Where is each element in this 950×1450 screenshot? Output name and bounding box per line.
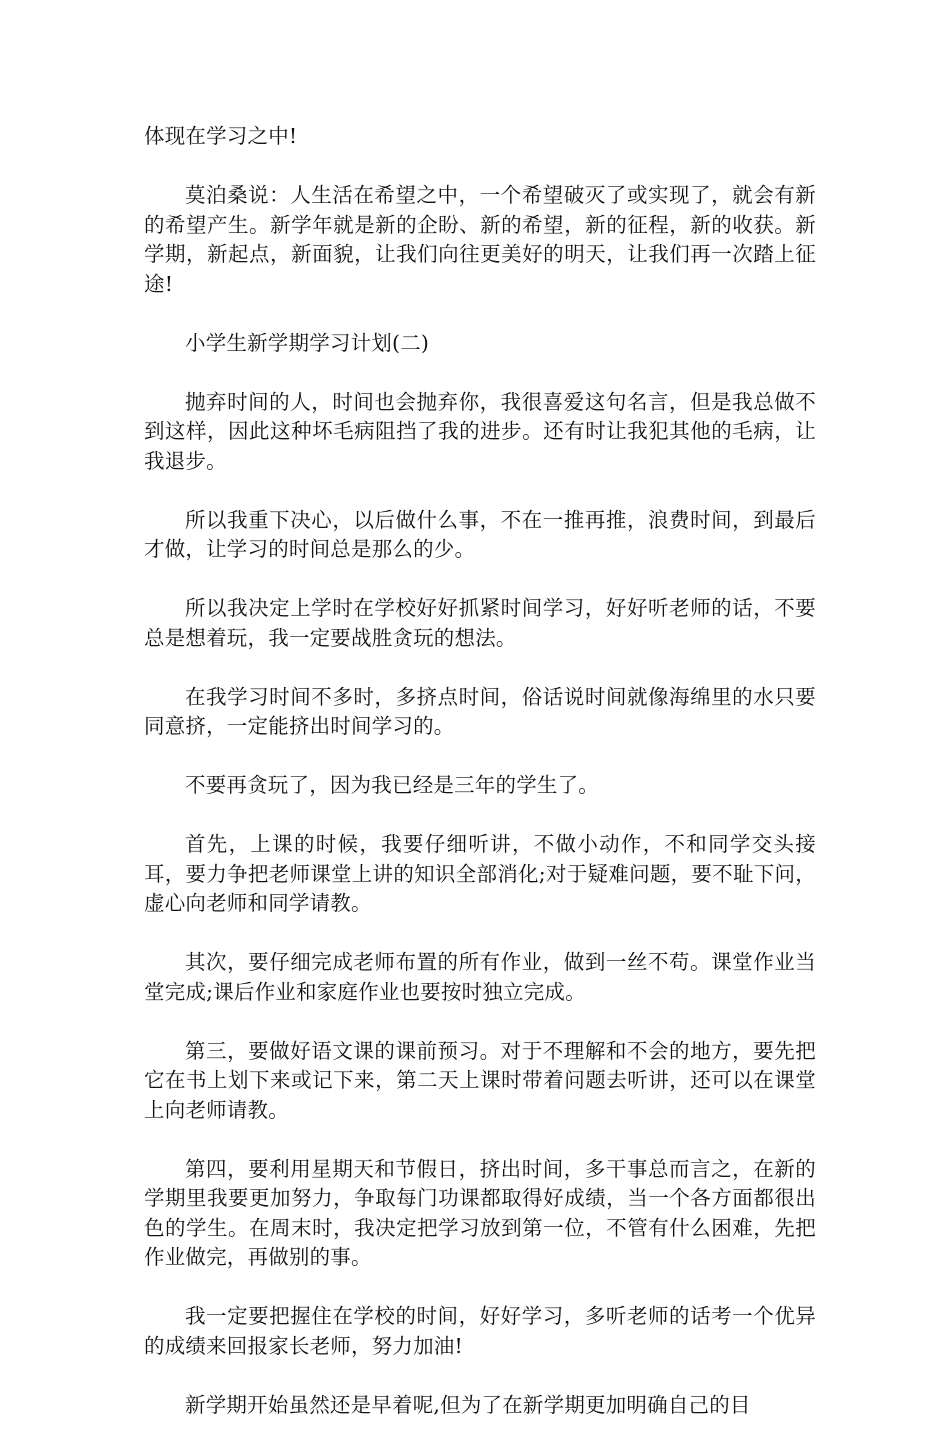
paragraph-new-term: 新学期开始虽然还是早着呢,但为了在新学期更加明确自己的目	[185, 1392, 751, 1417]
document-body	[144, 122, 816, 1450]
paragraph-commitment: 我一定要把握住在学校的时间，好好学习，多听老师的话考一个优异的成绩来回报家长老师，努力加油!	[144, 1304, 816, 1358]
paragraph-squeeze-time: 在我学习时间不多时，多挤点时间，俗话说时间就像海绵里的水只要同意挤，一定能挤出时间学习的。	[144, 684, 816, 738]
paragraph-continuation: 体现在学习之中!	[144, 124, 298, 148]
paragraph-time-quote: 抛弃时间的人，时间也会抛弃你，我很喜爱这句名言，但是我总做不到这样，因此这种坏毛病阻挡了我的进步。还有时让我犯其他的毛病，让我退步。	[144, 389, 816, 473]
paragraph-resolution: 所以我重下决心，以后做什么事，不在一推再推，浪费时间，到最后才做，让学习的时间总是那么的少。	[144, 507, 816, 561]
paragraph-no-playing: 不要再贪玩了，因为我已经是三年的学生了。	[185, 773, 599, 797]
paragraph-third: 第三，要做好语文课的课前预习。对于不理解和不会的地方，要先把它在书上划下来或记下来，第二天上课时带着问题去听讲，还可以在课堂上向老师请教。	[144, 1038, 816, 1122]
paragraph-maupassant-quote: 莫泊桑说：人生活在希望之中，一个希望破灭了或实现了，就会有新的希望产生。新学年就是新的企盼、新的希望，新的征程，新的收获。新学期，新起点，新面貌，让我们向往更美好的明天，让我们再一次踏上征途!	[144, 183, 816, 296]
paragraph-first: 首先，上课的时候，我要仔细听讲，不做小动作，不和同学交头接耳，要力争把老师课堂上讲的知识全部消化;对于疑难问题，要不耻下问，虚心向老师和同学请教。	[144, 832, 816, 915]
paragraph-school-study: 所以我决定上学时在学校好好抓紧时间学习，好好听老师的话，不要总是想着玩，我一定要战胜贪玩的想法。	[144, 596, 816, 650]
paragraph-fourth: 第四，要利用星期天和节假日，挤出时间，多干事总而言之，在新的学期里我要更加努力，争取每门功课都取得好成绩，当一个各方面都很出色的学生。在周末时，我决定把学习放到第一位，不管有什么困难，先把作业做完，再做别的事。	[144, 1156, 816, 1269]
paragraph-second: 其次，要仔细完成老师布置的所有作业，做到一丝不苟。课堂作业当堂完成;课后作业和家庭作业也要按时独立完成。	[144, 950, 816, 1004]
section-heading: 小学生新学期学习计划(二)	[185, 330, 430, 355]
